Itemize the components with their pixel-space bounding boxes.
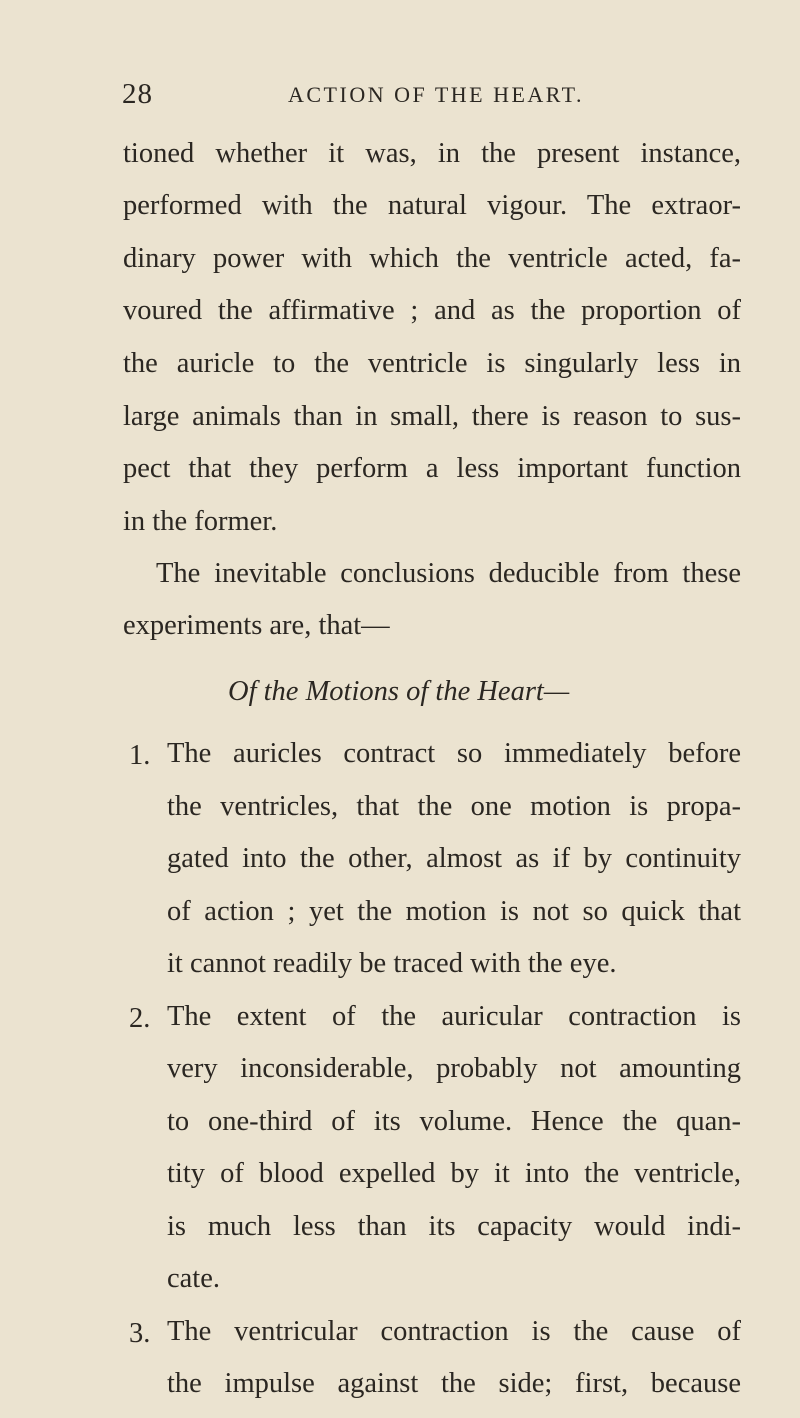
paragraph-2-line: The inevitable conclusions deducible from these	[156, 560, 741, 589]
item-number: 1.	[129, 740, 151, 771]
running-head: ACTION OF THE HEART.	[288, 82, 584, 107]
item-number: 2.	[129, 1003, 151, 1034]
paragraph-1-line: large animals than in small, there is reason to sus-	[123, 403, 741, 432]
paragraph-1-line: tioned whether it was, in the present instance,	[123, 140, 741, 169]
page-number: 28	[122, 78, 153, 110]
paragraph-1-line: performed with the natural vigour. The extraor-	[123, 192, 741, 221]
item-line: the impulse against the side; first, because	[167, 1370, 741, 1399]
item-line: it cannot readily be traced with the eye.	[167, 948, 617, 979]
paragraph-2-line: experiments are, that—	[123, 610, 390, 641]
item-line: of action ; yet the motion is not so quick that	[167, 898, 741, 927]
item-line: tity of blood expelled by it into the ventricle,	[167, 1160, 741, 1189]
item-line: gated into the other, almost as if by continuity	[167, 845, 741, 874]
paragraph-1-line: in the former.	[123, 506, 278, 537]
paragraph-1-line: pect that they perform a less important function	[123, 455, 741, 484]
item-line: is much less than its capacity would indi-	[167, 1213, 741, 1242]
page-header	[122, 78, 742, 118]
item-number: 3.	[129, 1318, 151, 1349]
section-heading: Of the Motions of the Heart—	[228, 676, 570, 707]
paragraph-1-line: the auricle to the ventricle is singularly less in	[123, 350, 741, 379]
paragraph-1-line: dinary power with which the ventricle acted, fa-	[123, 245, 741, 274]
item-line: The extent of the auricular contraction is	[167, 1003, 741, 1032]
item-line: very inconsiderable, probably not amounting	[167, 1055, 741, 1084]
paragraph-1-line: voured the affirmative ; and as the proportion of	[123, 297, 741, 326]
item-line: The ventricular contraction is the cause of	[167, 1318, 741, 1347]
item-line: to one-third of its volume. Hence the quan-	[167, 1108, 741, 1137]
item-line: cate.	[167, 1263, 220, 1294]
item-line: the ventricles, that the one motion is propa-	[167, 793, 741, 822]
item-line: The auricles contract so immediately before	[167, 740, 741, 769]
